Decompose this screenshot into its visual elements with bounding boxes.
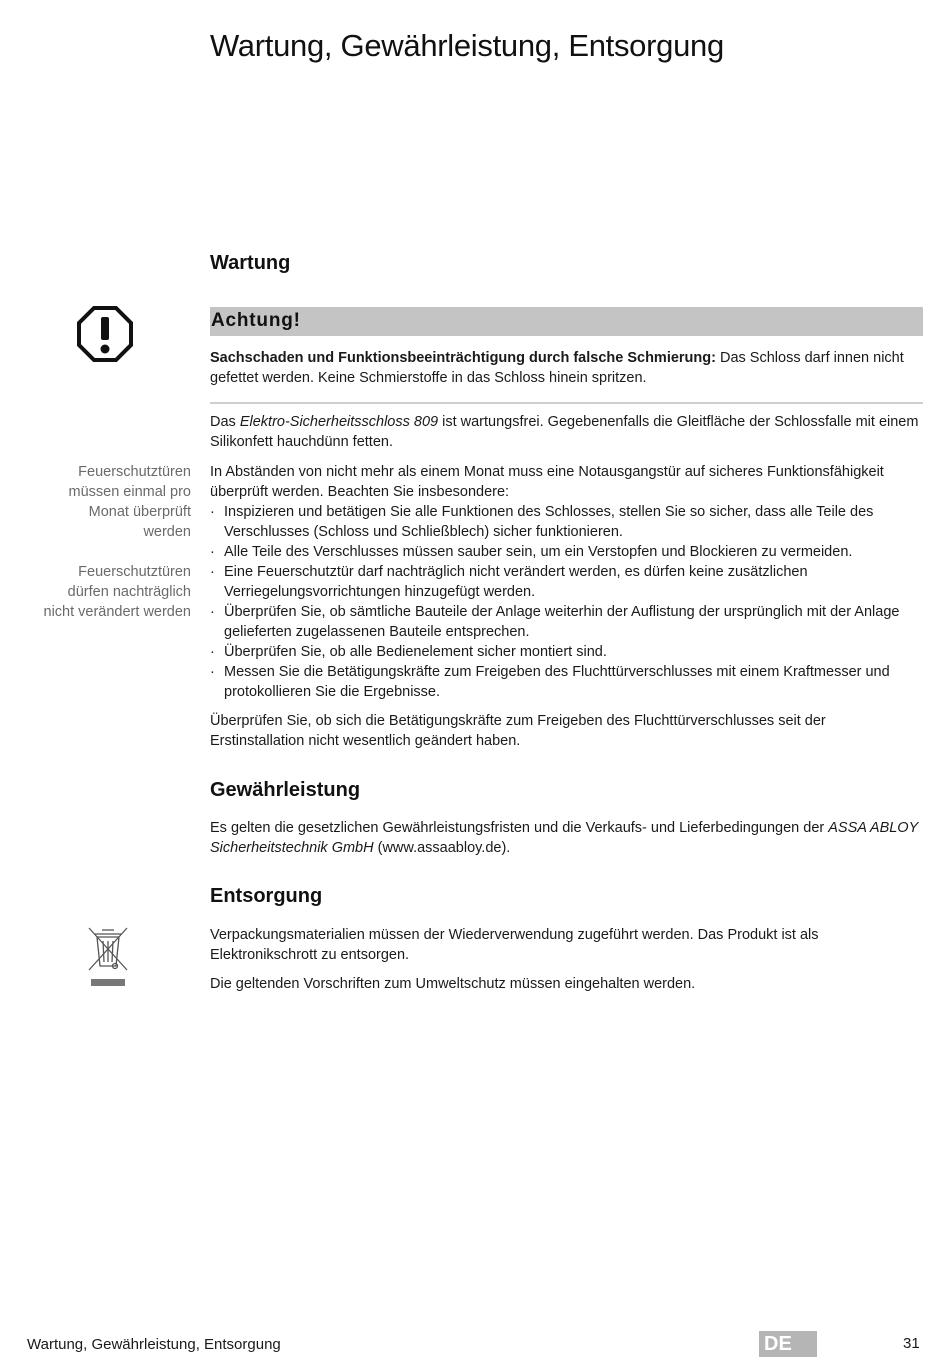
- section-heading-entsorgung: Entsorgung: [210, 885, 323, 907]
- section-heading-wartung: Wartung: [210, 252, 291, 274]
- monthly-check-text: In Abständen von nicht mehr als einem Monat muss eine Notausgangstür auf sicheres Funktionsfähigkeit überprüft werden. Beachten Sie insbesondere:: [210, 464, 884, 500]
- warning-bold-lead: Sachschaden und Funktionsbeeinträchtigung durch falsche Schmierung:: [210, 350, 716, 366]
- page-number: 31: [903, 1335, 920, 1352]
- list-item: · Alle Teile des Verschlusses müssen sauber sein, um ein Verstopfen und Blockieren zu vermeiden.: [210, 542, 922, 562]
- warranty-text-start: Es gelten die gesetzlichen Gewährleistungsfristen und die Verkaufs- und Lieferbedingungen der: [210, 820, 829, 836]
- intro-text: Das: [210, 414, 240, 430]
- list-item: · Messen Sie die Betätigungskräfte zum Freigeben des Fluchttürverschlusses mit einem Kraftmesser und protokollieren Sie die Ergebnisse.: [210, 662, 922, 702]
- monthly-check-block: [210, 462, 922, 702]
- page-title: Wartung, Gewährleistung, Entsorgung: [210, 28, 724, 63]
- intro-text-continued: ist wartungsfrei. Gegebenenfalls die Gleitfläche der Schlossfalle mit einem Silikonfett hauchdünn fetten.: [210, 414, 919, 450]
- margin-note-monthly-check: Feuerschutztüren müssen einmal pro Monat überprüft werden: [68, 464, 191, 540]
- crossed-out-wheelie-bin-icon: [86, 926, 130, 988]
- disposal-block: [210, 925, 922, 994]
- maintenance-intro: [210, 412, 922, 452]
- list-item: · Überprüfen Sie, ob alle Bedienelement sicher montiert sind.: [210, 642, 922, 662]
- maintenance-closing: Überprüfen Sie, ob sich die Betätigungskräfte zum Freigeben des Fluchttürverschlusses seit der Erstinstallation nicht wesentlich geändert haben.: [210, 713, 826, 749]
- environment-text: Die geltenden Vorschriften zum Umweltschutz müssen eingehalten werden.: [210, 976, 696, 992]
- warning-divider: [210, 402, 923, 404]
- warning-label: Achtung!: [211, 310, 301, 331]
- language-badge: DE: [759, 1331, 817, 1357]
- margin-note-no-modification: Feuerschutztüren dürfen nachträglich nicht verändert werden: [43, 564, 191, 620]
- list-item: · Inspizieren und betätigen Sie alle Funktionen des Schlosses, stellen Sie so sicher, dass alle Teile des Verschlusses (Schloss und Schließblech) sicher funktionieren.: [210, 502, 922, 542]
- check-list: [210, 502, 922, 702]
- section-heading-gewaehrleistung: Gewährleistung: [210, 779, 361, 801]
- disposal-text: Verpackungsmaterialien müssen der Wiederverwendung zugeführt werden. Das Produkt ist als Elektronikschrott zu entsorgen.: [210, 927, 819, 963]
- list-item: · Überprüfen Sie, ob sämtliche Bauteile der Anlage weiterhin der Auflistung der ursprünglich mit der Anlage gelieferten zugelassenen Bauteile entsprechen.: [210, 602, 922, 642]
- exclamation-octagon-icon: [77, 306, 133, 362]
- warranty-text: [210, 818, 922, 858]
- warranty-text-end: (www.assaabloy.de).: [373, 840, 511, 856]
- warning-banner: [210, 307, 923, 336]
- list-item: · Eine Feuerschutztür darf nachträglich nicht verändert werden, es dürfen keine zusätzlichen Verriegelungsvorrichtungen hinzugefügt werden.: [210, 562, 922, 602]
- footer-title: Wartung, Gewährleistung, Entsorgung: [27, 1336, 281, 1353]
- product-name: Elektro-Sicherheitsschloss 809: [239, 414, 439, 430]
- company-name: ASSA ABLOY Sicherheitstechnik GmbH: [210, 820, 918, 856]
- warning-text: [210, 348, 922, 388]
- warning-body: Das Schloss darf innen nicht gefettet werden. Keine Schmierstoffe in das Schloss hinein spritzen.: [210, 350, 904, 386]
